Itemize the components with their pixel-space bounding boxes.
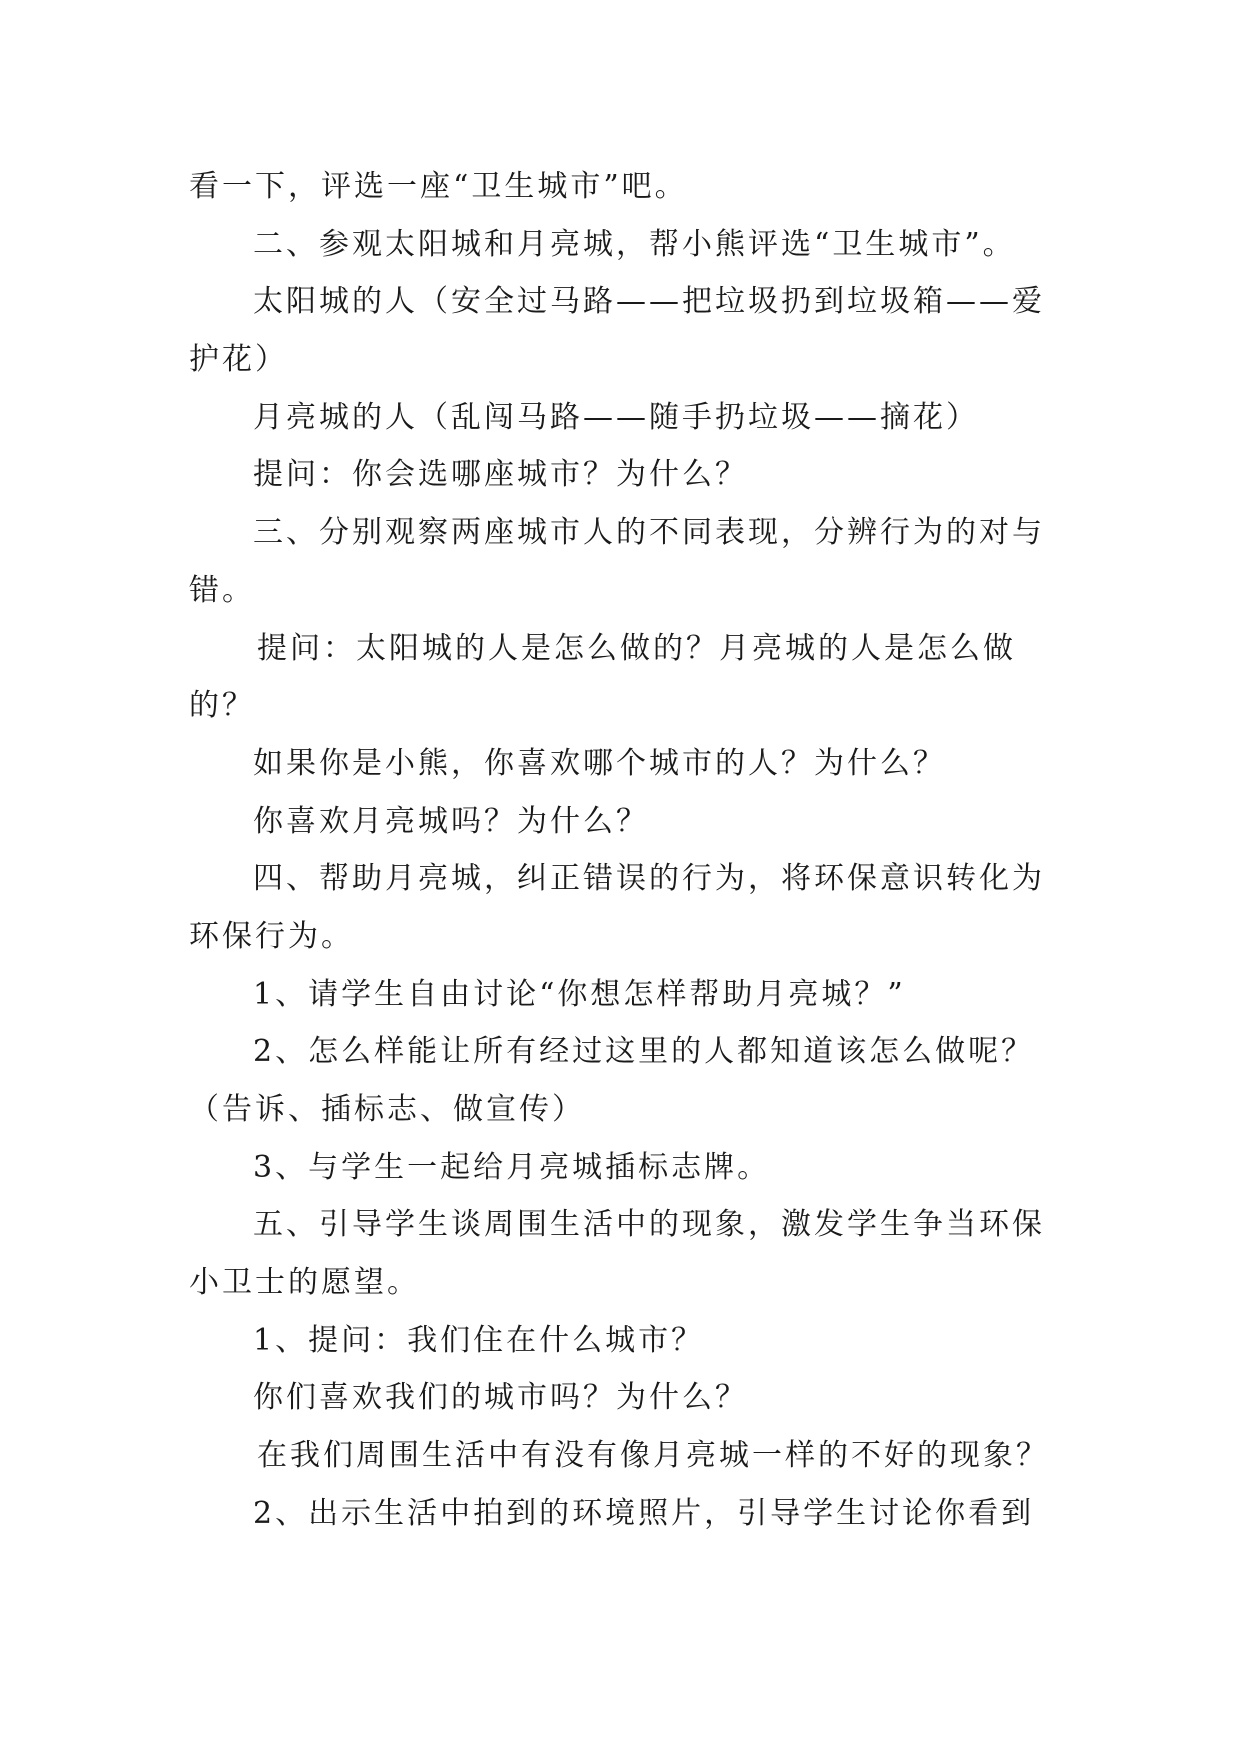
list-item: 1、提问：我们住在什么城市？	[253, 1322, 705, 1358]
paragraph-line: 的？	[189, 688, 255, 724]
list-item: 1、请学生自由讨论“你想怎样帮助月亮城？”	[253, 976, 906, 1012]
paragraph-line: 看一下，评选一座“卫生城市”吧。	[189, 169, 688, 204]
list-item: 2、怎么样能让所有经过这里的人都知道该怎么做呢？	[253, 1034, 1035, 1070]
paragraph-line: 提问：太阳城的人是怎么做的？月亮城的人是怎么做	[257, 630, 1016, 666]
document-body	[189, 158, 1059, 1543]
list-item: 2、出示生活中拍到的环境照片，引导学生讨论你看到	[253, 1495, 1035, 1531]
paragraph-line: 环保行为。	[189, 918, 354, 954]
paragraph-line: 如果你是小熊，你喜欢哪个城市的人？为什么？	[253, 745, 946, 781]
paragraph-line: 月亮城的人（乱闯马路——随手扔垃圾——摘花）	[253, 399, 979, 435]
paragraph-line: 提问：你会选哪座城市？为什么？	[253, 457, 748, 493]
section-heading-5: 五、引导学生谈周围生活中的现象，激发学生争当环保	[253, 1207, 1045, 1243]
paragraph-line: 小卫士的愿望。	[189, 1265, 420, 1301]
paragraph-line: 你们喜欢我们的城市吗？为什么？	[253, 1380, 748, 1416]
section-heading-4: 四、帮助月亮城，纠正错误的行为，将环保意识转化为	[253, 861, 1045, 897]
paragraph-line: 在我们周围生活中有没有像月亮城一样的不好的现象？	[257, 1438, 1049, 1474]
section-heading-2: 二、参观太阳城和月亮城，帮小熊评选“卫生城市”。	[253, 226, 1016, 262]
paragraph-line: 你喜欢月亮城吗？为什么？	[253, 803, 649, 839]
paragraph-line: 太阳城的人（安全过马路——把垃圾扔到垃圾箱——爱	[253, 284, 1045, 320]
paragraph-line: 错。	[189, 572, 255, 608]
list-item: 3、与学生一起给月亮城插标志牌。	[253, 1149, 771, 1185]
section-heading-3: 三、分别观察两座城市人的不同表现，分辨行为的对与	[253, 515, 1045, 551]
paragraph-line: 护花）	[189, 342, 288, 378]
paragraph-line: （告诉、插标志、做宣传）	[189, 1092, 585, 1127]
